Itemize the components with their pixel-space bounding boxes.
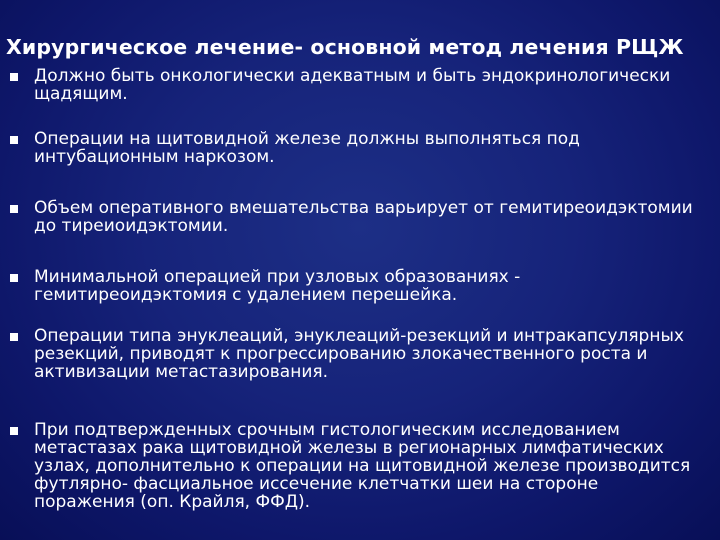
bullet-text-1: Должно быть онкологически адекватным и быть эндокринологически щадящим.	[34, 66, 671, 104]
square-bullet-icon	[10, 136, 18, 144]
square-bullet-icon	[10, 427, 18, 435]
bullet-text-4: Минимальной операцией при узловых образованиях - гемитиреоидэктомия с удалением перешейка.	[34, 267, 521, 305]
square-bullet-icon	[10, 73, 18, 81]
square-bullet-icon	[10, 205, 18, 213]
bullet-text-6: При подтвержденных срочным гистологическим исследованием метастазах рака щитовидной железы в регионарных лимфатических узлах, дополнительно к операции на щитовидной железе производится футлярно- фасциальное иссечение клетчатки шеи на стороне поражения (оп. Крайля, ФФД).	[34, 420, 691, 512]
bullet-text-3: Объем оперативного вмешательства варьирует от гемитиреоидэктомии до тиреиоидэктомии.	[34, 198, 693, 236]
square-bullet-icon	[10, 274, 18, 282]
bullet-text-2: Операции на щитовидной железе должны выполняться под интубационным наркозом.	[34, 129, 580, 167]
bullet-text-5: Операции типа энуклеаций, энуклеаций-резекций и интракапсулярных резекций, приводят к прогрессированию злокачественного роста и активизации метастазирования.	[34, 326, 684, 382]
slide-title: Хирургическое лечение- основной метод лечения РЩЖ	[6, 35, 684, 59]
square-bullet-icon	[10, 333, 18, 341]
